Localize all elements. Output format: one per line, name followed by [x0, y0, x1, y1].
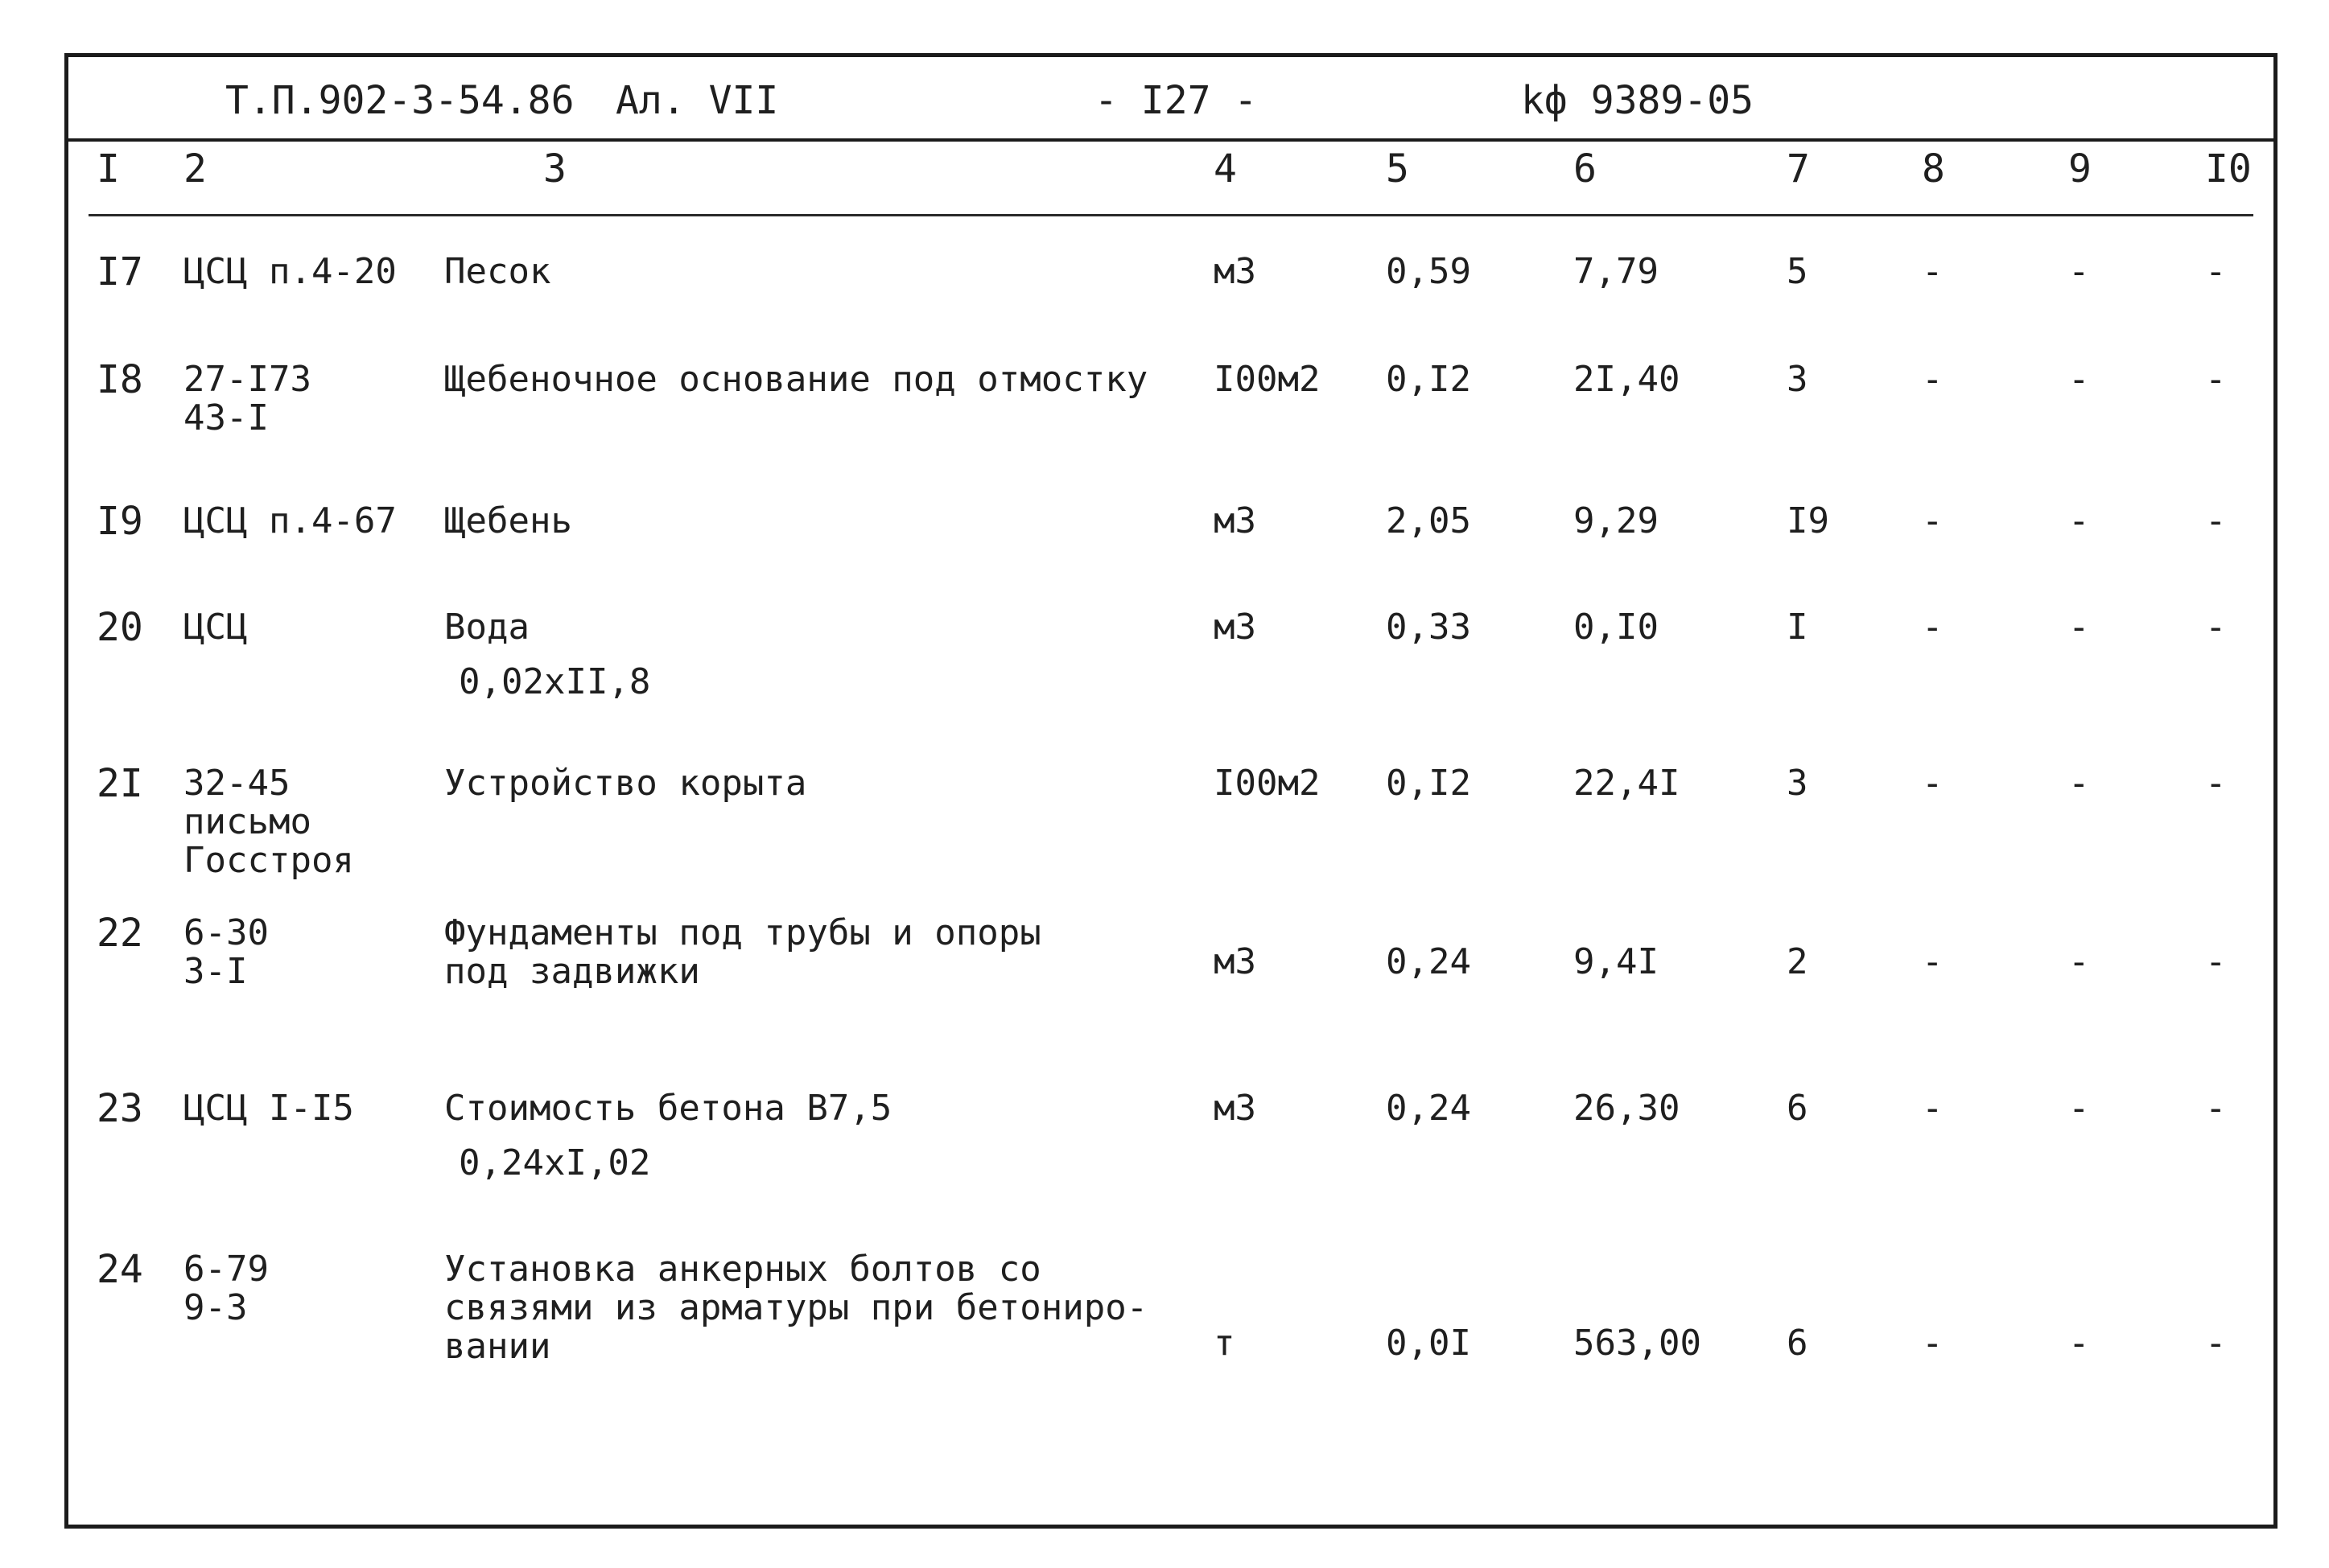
- unit-price: 9,29: [1573, 500, 1659, 541]
- work-description-line: Щебеночное основание под отмостку: [444, 359, 1148, 400]
- unit-price: 563,00: [1573, 1323, 1701, 1364]
- column-header-col-4: 4: [1214, 146, 1237, 191]
- calc-note: 0,02хII,8: [459, 661, 651, 702]
- basis-code-line: 32-45: [183, 763, 291, 804]
- unit: т: [1214, 1323, 1235, 1364]
- col10-value: -: [2205, 359, 2227, 400]
- col10-value: -: [2205, 251, 2227, 292]
- row-number: 20: [97, 605, 143, 650]
- row-number: 22: [97, 911, 143, 956]
- work-description-line: Стоимость бетона В7,5: [444, 1088, 892, 1129]
- basis-code-line: 6-79: [183, 1249, 269, 1290]
- column-header-col-7: 7: [1787, 146, 1810, 191]
- unit: I00м2: [1214, 763, 1321, 804]
- total-cost: I: [1787, 607, 1808, 648]
- col8-value: -: [1922, 941, 1944, 982]
- row-number: I7: [97, 249, 143, 294]
- work-description-line: под задвижки: [444, 951, 700, 992]
- header-divider: [64, 138, 2277, 142]
- total-cost: 5: [1787, 251, 1808, 292]
- work-description-line: Фундаменты под трубы и опоры: [444, 912, 1041, 953]
- basis-code: [183, 608, 247, 647]
- basis-code-line: 9-3: [183, 1287, 248, 1328]
- basis-code: [183, 253, 397, 291]
- work-description: [444, 253, 550, 291]
- work-description-line: Щебень: [444, 500, 572, 541]
- work-description-line: Устройство корыта: [444, 763, 807, 804]
- row-number: 23: [97, 1086, 143, 1131]
- album-label: Ал. VII: [616, 78, 779, 123]
- unit-price: 22,4I: [1573, 763, 1680, 804]
- basis-code: [183, 764, 354, 880]
- work-description: [444, 608, 530, 647]
- quantity: 0,59: [1386, 251, 1471, 292]
- unit-price: 9,4I: [1573, 941, 1659, 982]
- column-header-col-10: I0: [2205, 146, 2252, 191]
- unit: м3: [1214, 1088, 1256, 1129]
- col9-value: -: [2068, 359, 2090, 400]
- basis-code: [183, 914, 269, 991]
- row-number: 24: [97, 1247, 143, 1292]
- column-header-col-1: I: [97, 146, 120, 191]
- basis-code-line: 6-30: [183, 912, 269, 953]
- col8-value: -: [1922, 251, 1944, 292]
- basis-code: [183, 1089, 354, 1128]
- col9-value: -: [2068, 607, 2090, 648]
- basis-code-line: ЦСЦ п.4-20: [183, 251, 397, 292]
- basis-code: [183, 1250, 269, 1327]
- col10-value: -: [2205, 1323, 2227, 1364]
- quantity: 0,I2: [1386, 359, 1471, 400]
- col9-value: -: [2068, 1323, 2090, 1364]
- row-number: 2I: [97, 761, 143, 806]
- basis-code-line: ЦСЦ: [183, 607, 248, 648]
- col8-value: -: [1922, 763, 1944, 804]
- basis-code-line: ЦСЦ п.4-67: [183, 500, 397, 541]
- col9-value: -: [2068, 251, 2090, 292]
- col8-value: -: [1922, 359, 1944, 400]
- work-description-line: Вода: [444, 607, 530, 648]
- basis-code: [183, 360, 311, 438]
- doc-code: Т.П.902-3-54.86: [225, 78, 575, 123]
- work-description: [444, 360, 1148, 399]
- unit: м3: [1214, 500, 1256, 541]
- unit-price: 26,30: [1573, 1088, 1680, 1129]
- work-description-line: Песок: [444, 251, 551, 292]
- col10-value: -: [2205, 500, 2227, 541]
- column-header-col-9: 9: [2068, 146, 2092, 191]
- basis-code-line: 43-I: [183, 397, 269, 438]
- work-description-line: вании: [444, 1326, 551, 1367]
- row-number: I8: [97, 357, 143, 402]
- unit-price: 7,79: [1573, 251, 1659, 292]
- col9-value: -: [2068, 941, 2090, 982]
- work-description-line: связями из арматуры при бетониро-: [444, 1287, 1148, 1328]
- basis-code-line: письмо: [183, 801, 311, 842]
- unit: м3: [1214, 607, 1256, 648]
- col8-value: -: [1922, 607, 1944, 648]
- quantity: 0,24: [1386, 941, 1471, 982]
- column-header-col-5: 5: [1386, 146, 1409, 191]
- col10-value: -: [2205, 763, 2227, 804]
- total-cost: I9: [1787, 500, 1829, 541]
- col9-value: -: [2068, 1088, 2090, 1129]
- work-description: [444, 1089, 892, 1128]
- col9-value: -: [2068, 763, 2090, 804]
- column-header-divider: [89, 214, 2253, 216]
- total-cost: 6: [1787, 1323, 1808, 1364]
- total-cost: 3: [1787, 359, 1808, 400]
- basis-code-line: Госстроя: [183, 840, 354, 881]
- col10-value: -: [2205, 1088, 2227, 1129]
- unit: I00м2: [1214, 359, 1321, 400]
- row-number: I9: [97, 499, 143, 544]
- quantity: 0,33: [1386, 607, 1471, 648]
- basis-code-line: ЦСЦ I-I5: [183, 1088, 354, 1129]
- work-description: [444, 1250, 1148, 1366]
- total-cost: 6: [1787, 1088, 1808, 1129]
- quantity: 0,24: [1386, 1088, 1471, 1129]
- total-cost: 2: [1787, 941, 1808, 982]
- work-description-line: Установка анкерных болтов со: [444, 1249, 1041, 1290]
- basis-code-line: 3-I: [183, 951, 248, 992]
- unit-price: 2I,40: [1573, 359, 1680, 400]
- page-number: - I27 -: [1094, 78, 1258, 123]
- work-description: [444, 502, 572, 541]
- unit-price: 0,I0: [1573, 607, 1659, 648]
- calc-note: 0,24хI,02: [459, 1142, 651, 1183]
- total-cost: 3: [1787, 763, 1808, 804]
- col8-value: -: [1922, 500, 1944, 541]
- quantity: 0,0I: [1386, 1323, 1471, 1364]
- basis-code-line: 27-I73: [183, 359, 311, 400]
- column-header-col-2: 2: [183, 146, 207, 191]
- col9-value: -: [2068, 500, 2090, 541]
- unit: м3: [1214, 251, 1256, 292]
- column-header-col-6: 6: [1573, 146, 1597, 191]
- basis-code: [183, 502, 397, 541]
- quantity: 0,I2: [1386, 763, 1471, 804]
- work-description: [444, 914, 1041, 991]
- column-header-col-3: 3: [543, 146, 567, 191]
- col8-value: -: [1922, 1088, 1944, 1129]
- work-description: [444, 764, 806, 803]
- col10-value: -: [2205, 607, 2227, 648]
- quantity: 2,05: [1386, 500, 1471, 541]
- col8-value: -: [1922, 1323, 1944, 1364]
- column-header-col-8: 8: [1922, 146, 1945, 191]
- unit: м3: [1214, 941, 1256, 982]
- sheet-code: kф 9389-05: [1521, 78, 1754, 123]
- col10-value: -: [2205, 941, 2227, 982]
